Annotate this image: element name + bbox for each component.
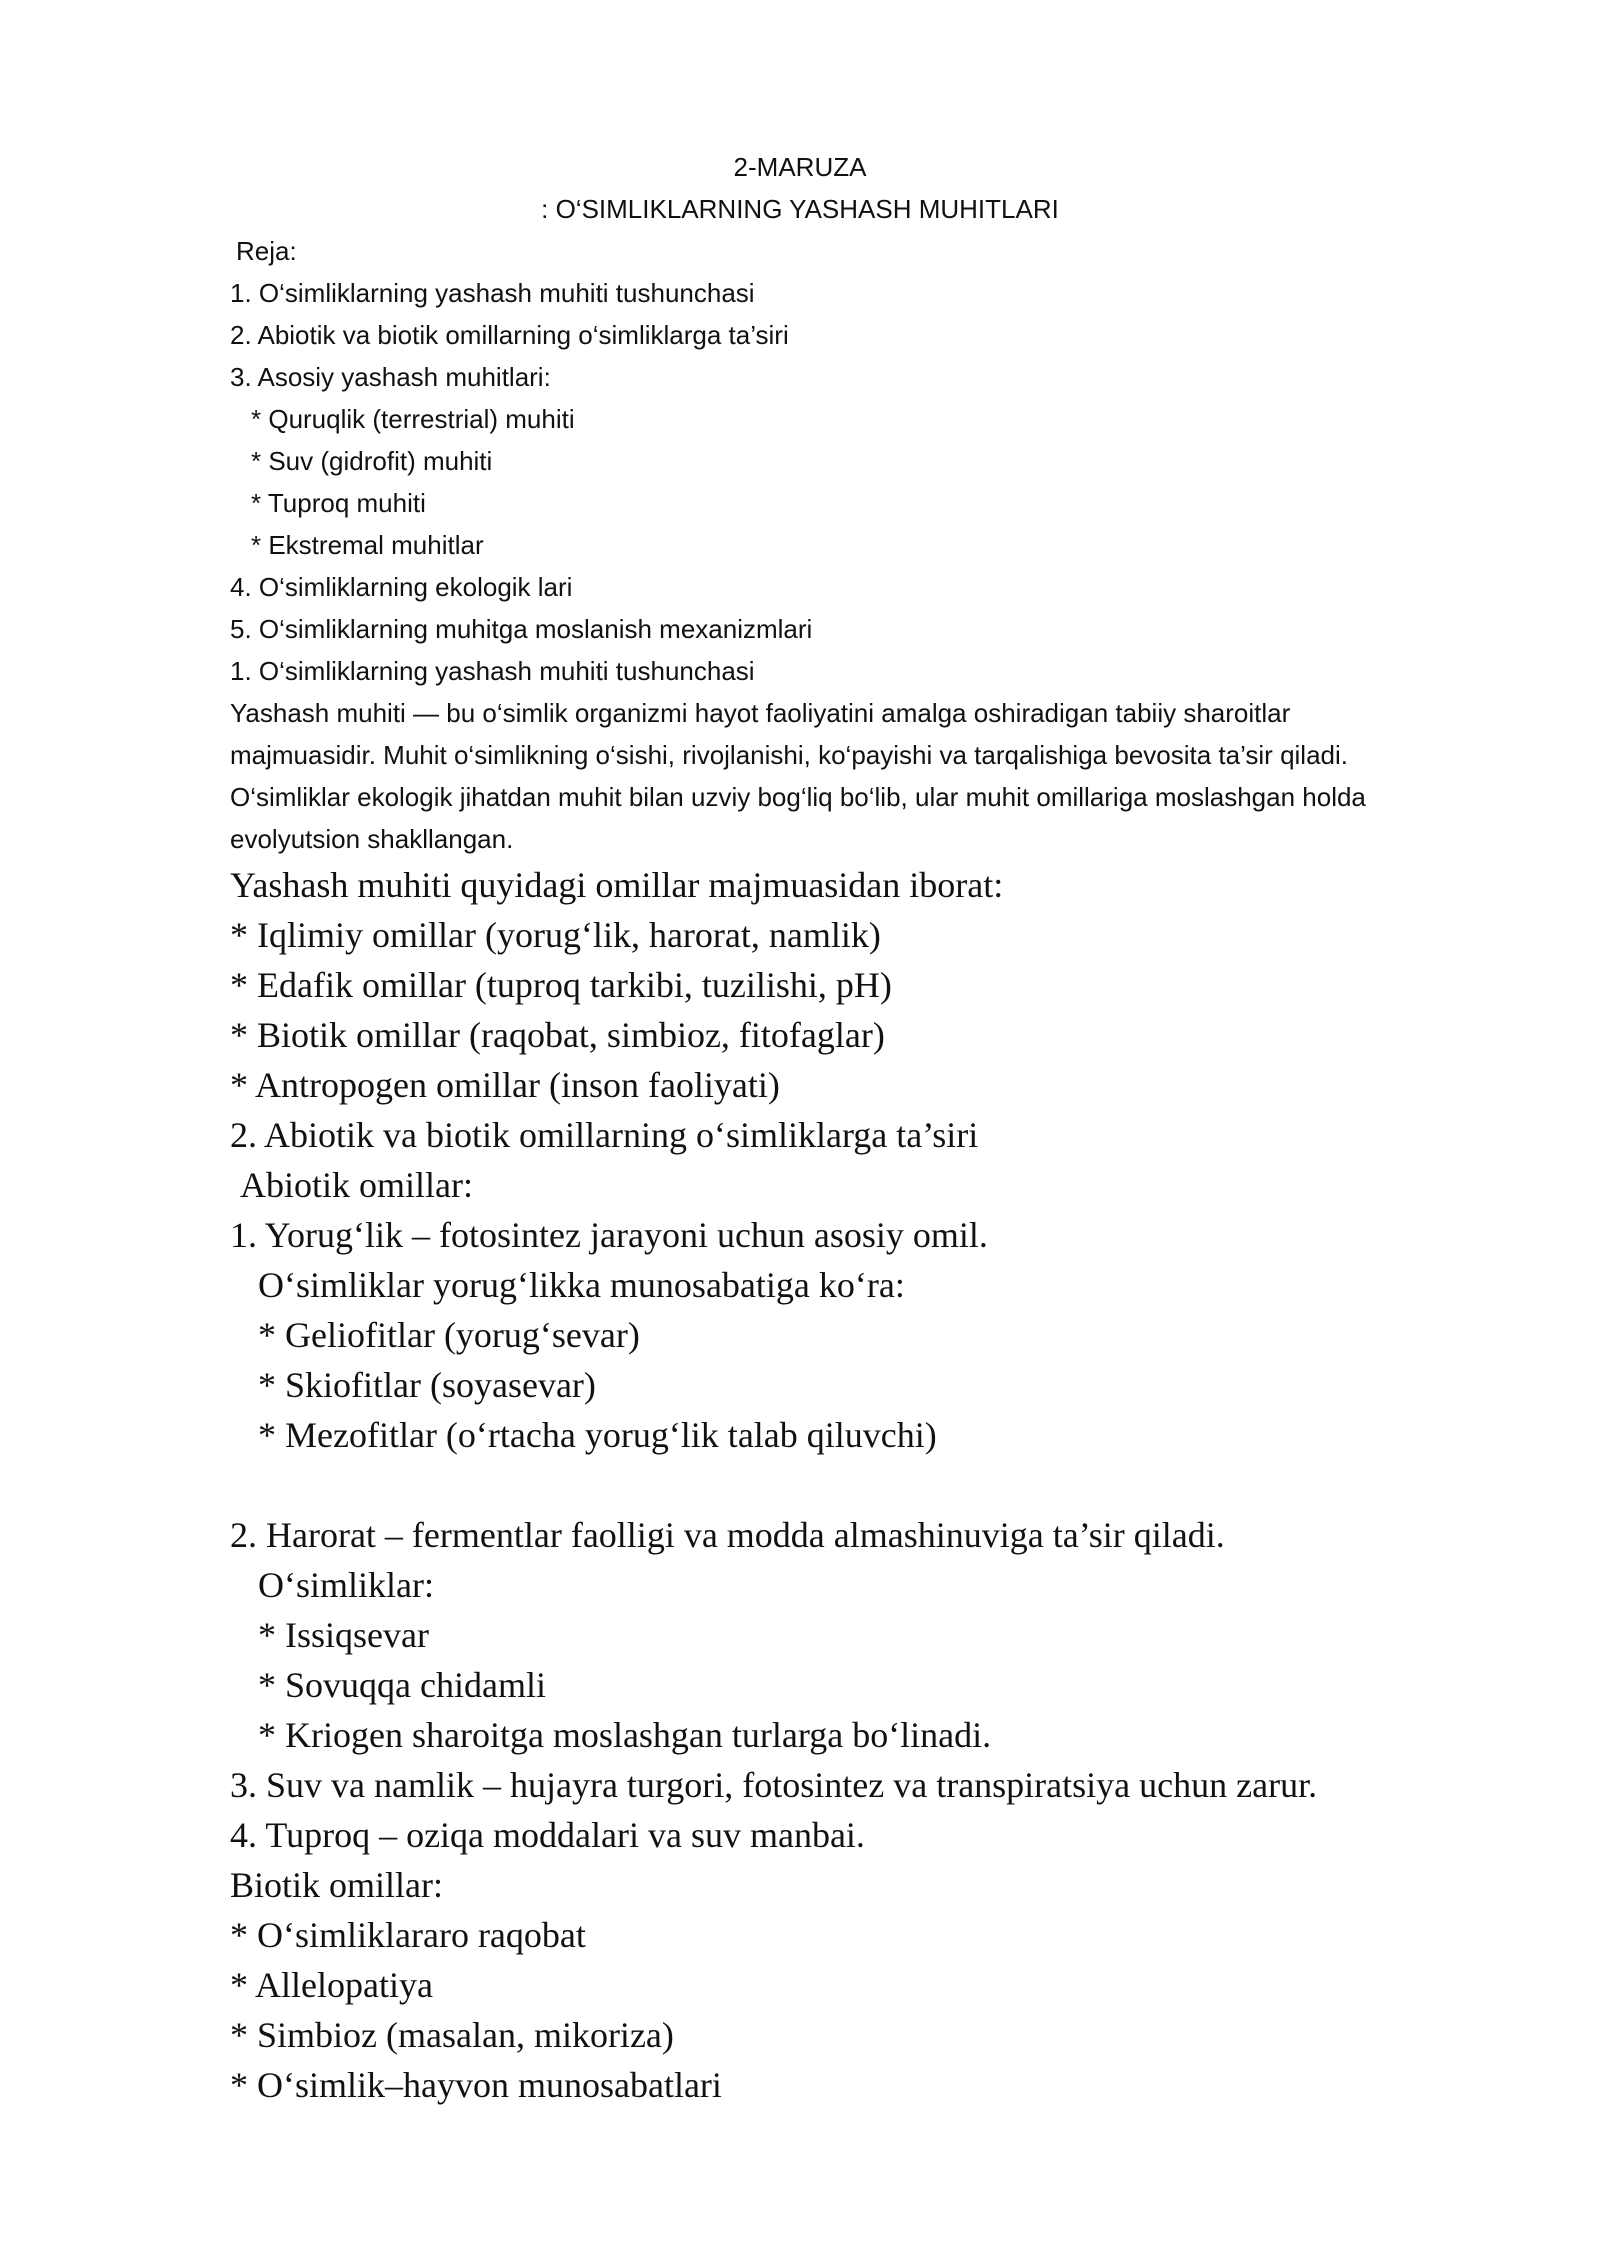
body-heading: 2. Abiotik va biotik omillarning o‘simliklarga ta’siri	[230, 1115, 979, 1155]
plan-item: 4. O‘simliklarning ekologik lari	[230, 572, 573, 602]
body-line: 4. Tuproq – oziqa moddalari va suv manbai.	[230, 1815, 865, 1855]
paragraph-line: O‘simliklar ekologik jihatdan muhit bilan uzviy bog‘liq bo‘lib, ular muhit omillariga moslashgan holda	[230, 782, 1366, 812]
plan-subitem: * Tuproq muhiti	[251, 488, 426, 518]
plan-subitem: * Suv (gidrofit) muhiti	[251, 446, 493, 476]
paragraph-line: Yashash muhiti — bu o‘simlik organizmi hayot faoliyatini amalga oshiradigan tabiiy sharoitlar	[230, 698, 1291, 728]
body-line: 2. Harorat – fermentlar faolligi va modda almashinuviga ta’sir qiladi.	[230, 1515, 1225, 1555]
body-line: O‘simliklar:	[258, 1565, 434, 1605]
plan-item: 2. Abiotik va biotik omillarning o‘simliklarga ta’siri	[230, 320, 789, 350]
document-title: 2-MARUZA	[733, 152, 867, 182]
body-line: * Sovuqqa chidamli	[258, 1665, 546, 1705]
body-line: * Kriogen sharoitga moslashgan turlarga bo‘linadi.	[258, 1715, 992, 1755]
paragraph-line: evolyutsion shakllangan.	[230, 824, 514, 854]
body-line: 3. Suv va namlik – hujayra turgori, fotosintez va transpiratsiya uchun zarur.	[230, 1765, 1318, 1805]
body-line: 1. Yorug‘lik – fotosintez jarayoni uchun asosiy omil.	[230, 1215, 988, 1255]
plan-item: 5. O‘simliklarning muhitga moslanish mexanizmlari	[230, 614, 813, 644]
body-line: * Edafik omillar (tuproq tarkibi, tuzilishi, pH)	[230, 965, 892, 1005]
body-line: * Simbioz (masalan, mikoriza)	[230, 2015, 674, 2055]
body-line: * Geliofitlar (yorug‘sevar)	[258, 1315, 640, 1355]
section-heading: 1. O‘simliklarning yashash muhiti tushunchasi	[230, 656, 755, 686]
body-line: * Iqlimiy omillar (yorug‘lik, harorat, namlik)	[230, 915, 881, 955]
body-subheading: Biotik omillar:	[230, 1865, 443, 1905]
plan-subitem: * Quruqlik (terrestrial) muhiti	[251, 404, 575, 434]
paragraph-line: majmuasidir. Muhit o‘simlikning o‘sishi, rivojlanishi, ko‘payishi va tarqalishiga bevosita ta’sir qiladi.	[230, 740, 1348, 770]
body-line: * Mezofitlar (o‘rtacha yorug‘lik talab qiluvchi)	[258, 1415, 937, 1455]
body-line: Yashash muhiti quyidagi omillar majmuasidan iborat:	[230, 865, 1004, 905]
body-line: * Allelopatiya	[230, 1965, 433, 2005]
plan-subitem: * Ekstremal muhitlar	[251, 530, 484, 560]
plan-label: Reja:	[236, 236, 297, 266]
body-line: * Antropogen omillar (inson faoliyati)	[230, 1065, 780, 1105]
document-subtitle: : O‘SIMLIKLARNING YASHASH MUHITLARI	[541, 194, 1059, 224]
body-line: * Skiofitlar (soyasevar)	[258, 1365, 596, 1405]
body-line: * O‘simlik–hayvon munosabatlari	[230, 2065, 722, 2105]
plan-item: 1. O‘simliklarning yashash muhiti tushunchasi	[230, 278, 755, 308]
plan-item: 3. Asosiy yashash muhitlari:	[230, 362, 551, 392]
body-line: * Biotik omillar (raqobat, simbioz, fitofaglar)	[230, 1015, 885, 1055]
body-subheading: Abiotik omillar:	[240, 1165, 473, 1205]
body-line: * Issiqsevar	[258, 1615, 429, 1655]
body-line: * O‘simliklararo raqobat	[230, 1915, 586, 1955]
body-line: O‘simliklar yorug‘likka munosabatiga ko‘ra:	[258, 1265, 905, 1305]
